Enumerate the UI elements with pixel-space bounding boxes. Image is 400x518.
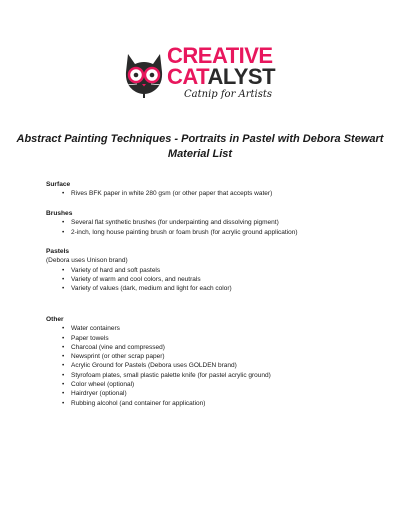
list-item: • Variety of values (dark, medium and light for each color) (46, 284, 376, 293)
section-heading: Other (46, 316, 64, 323)
section-other (46, 315, 376, 408)
list-item: • Water containers (46, 324, 376, 333)
section-surface (46, 180, 376, 199)
list-item: • Rubbing alcohol (and container for application) (46, 399, 376, 408)
logo-tagline: Catnip for Artists (184, 89, 273, 100)
list-item: • Charcoal (vine and compressed) (46, 343, 376, 352)
section-heading: Pastels (46, 248, 70, 255)
list-item: • Styrofoam plates, small plastic palette knife (for pastel acrylic ground) (46, 371, 376, 380)
list-item: • Variety of warm and cool colors, and neutrals (46, 275, 376, 284)
logo-wordmark-catalyst (167, 66, 275, 88)
list-item: • Newsprint (or other scrap paper) (46, 352, 376, 361)
list-item: • 2-inch, long house painting brush or foam brush (for acrylic ground application) (46, 228, 376, 237)
logo-wordmark-cat: CAT (167, 64, 208, 89)
section-pastels (46, 247, 376, 293)
list-item: • Color wheel (optional) (46, 380, 376, 389)
list-item: • Several flat synthetic brushes (for underpainting and dissolving pigment) (46, 218, 376, 227)
list-item: • Rives BFK paper in white 280 gsm (or other paper that accepts water) (46, 189, 376, 198)
list-item: • Paper towels (46, 334, 376, 343)
list-item: • Acrylic Ground for Pastels (Debora uses GOLDEN brand) (46, 361, 376, 370)
logo-wordmark-alyst: ALYST (207, 64, 276, 89)
creative-catalyst-logo (122, 42, 282, 108)
cat-glasses-icon (122, 48, 166, 98)
item-list (46, 189, 376, 198)
item-list (46, 324, 376, 408)
document-title: Abstract Painting Techniques - Portraits in Pastel with Debora Stewart (16, 133, 384, 145)
list-item: • Hairdryer (optional) (46, 389, 376, 398)
list-item: • Variety of hard and soft pastels (46, 266, 376, 275)
section-note: (Debora uses Unison brand) (46, 257, 128, 265)
section-heading: Brushes (46, 210, 73, 217)
logo-wordmark-creative: CREATIVE (167, 43, 273, 68)
section-heading: Surface (46, 181, 71, 188)
section-brushes (46, 209, 376, 237)
item-list (46, 218, 376, 237)
document-subtitle: Material List (167, 148, 233, 160)
item-list (46, 266, 376, 294)
